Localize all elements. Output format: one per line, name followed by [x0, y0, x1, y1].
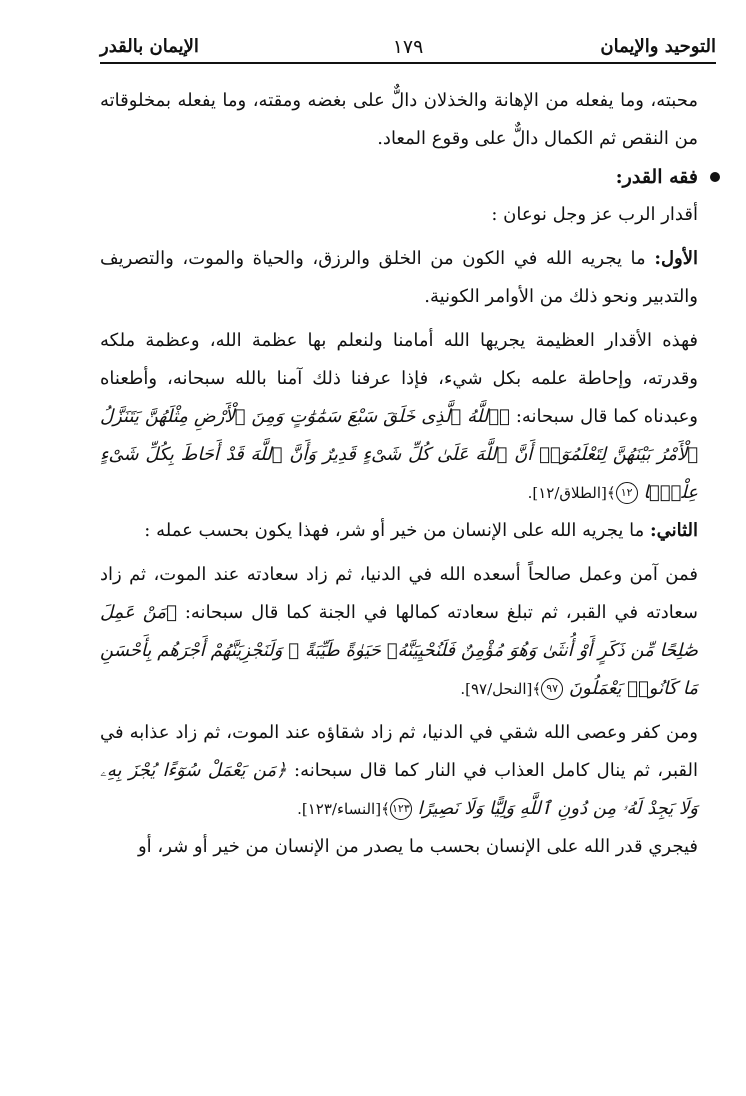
quran-verse-talaq: ﴿ٱللَّهُ ٱلَّذِى خَلَقَ سَبْعَ سَمَٰوَٰتٍ وَمِنَ ٱلْأَرْضِ مِثْلَهُنَّ يَتَنَزَّلُ ٱلْأَمْرُ بَيْنَهُنَّ لِتَعْلَمُوٓا۟ أَنَّ ٱللَّهَ عَلَىٰ كُلِّ شَىْءٍ قَدِيرٌ وَأَنَّ ٱللَّهَ قَدْ أَحَاطَ بِكُلِّ شَىْءٍ عِلْمًۢا: [100, 406, 698, 503]
verse-number-badge: ١٢٣: [390, 798, 412, 820]
page-header: [100, 30, 716, 64]
first-type-label: الأول:: [654, 248, 698, 269]
quran-verse-nahl: ﴿مَنْ عَمِلَ صَٰلِحًا مِّن ذَكَرٍ أَوْ أُنثَىٰ وَهُوَ مُؤْمِنٌ فَلَنُحْيِيَنَّهُۥ حَيَوٰةً طَيِّبَةً ۖ وَلَنَجْزِيَنَّهُمْ أَجْرَهُم بِأَحْسَنِ مَا كَانُوا۟ يَعْمَلُونَ: [100, 602, 698, 699]
believer-text: فمن آمن وعمل صالحاً أسعده الله في الدنيا، ثم زاد سعادته عند الموت، ثم زاد سعادته في القبر، ثم تبلغ سعادته كمالها في الجنة كما قال سبحانه:: [100, 564, 698, 623]
book-title: التوحيد والإيمان: [600, 36, 716, 57]
paragraph-intro: محبته، وما يفعله من الإهانة والخذلان دالٌّ على بغضه ومقته، وما يفعله بمخلوقاته من النقص ثم الكمال دالٌّ على وقوع المعاد.: [100, 90, 698, 149]
second-type-text: ما يجريه الله على الإنسان من خير أو شر، فهذا يكون بحسب عمله :: [144, 520, 650, 541]
paragraph-first-type: [100, 240, 698, 316]
section-heading: [100, 158, 698, 196]
chapter-title: الإيمان بالقدر: [100, 36, 199, 57]
verse-reference: ﴾[النساء/١٢٣].: [297, 800, 390, 818]
verse-reference: ﴾[الطلاق/١٢].: [527, 484, 616, 502]
quran-verse-nisa: ﴿مَن يَعْمَلْ سُوٓءًا يُجْزَ بِهِۦ وَلَا يَجِدْ لَهُۥ مِن دُونِ ٱللَّهِ وَلِيًّا وَلَا نَصِيرًا: [100, 760, 698, 819]
cosmic-decrees-text: فهذه الأقدار العظيمة يجريها الله أمامنا ولنعلم بها عظمة الله، وعظمة ملكه وقدرته، وإحاطة علمه بكل شيء، فإذا عرفنا ذلك آمنا بالله سبحانه، وأطعناه وعبدناه كما قال سبحانه:: [100, 330, 698, 427]
paragraph-disbeliever: [100, 714, 698, 828]
bullet-icon: [710, 172, 720, 182]
paragraph-conclusion: فيجري قدر الله على الإنسان بحسب ما يصدر من الإنسان من خير أو شر، أو: [137, 836, 698, 857]
verse-reference: ﴾[النحل/٩٧].: [460, 680, 542, 698]
page-number: ١٧٩: [392, 36, 424, 58]
disbeliever-text: ومن كفر وعصى الله شقي في الدنيا، ثم زاد شقاؤه عند الموت، ثم زاد عذابه في القبر، ثم ينال كامل العذاب في النار كما قال سبحانه:: [100, 722, 698, 781]
paragraph-believer: [100, 556, 698, 708]
paragraph-cosmic-decrees: [100, 322, 698, 512]
page-body: [100, 82, 698, 866]
paragraph-second-type: [100, 512, 698, 550]
second-type-label: الثاني:: [649, 520, 698, 541]
paragraph-types: أقدار الرب عز وجل نوعان :: [491, 204, 698, 225]
section-heading-text: فقه القدر:: [615, 166, 698, 188]
verse-number-badge: ١٢: [616, 482, 638, 504]
first-type-text: ما يجريه الله في الكون من الخلق والرزق، والحياة والموت، والتصريف والتدبير ونحو ذلك من الأوامر الكونية.: [100, 248, 698, 307]
verse-number-badge: ٩٧: [541, 678, 563, 700]
